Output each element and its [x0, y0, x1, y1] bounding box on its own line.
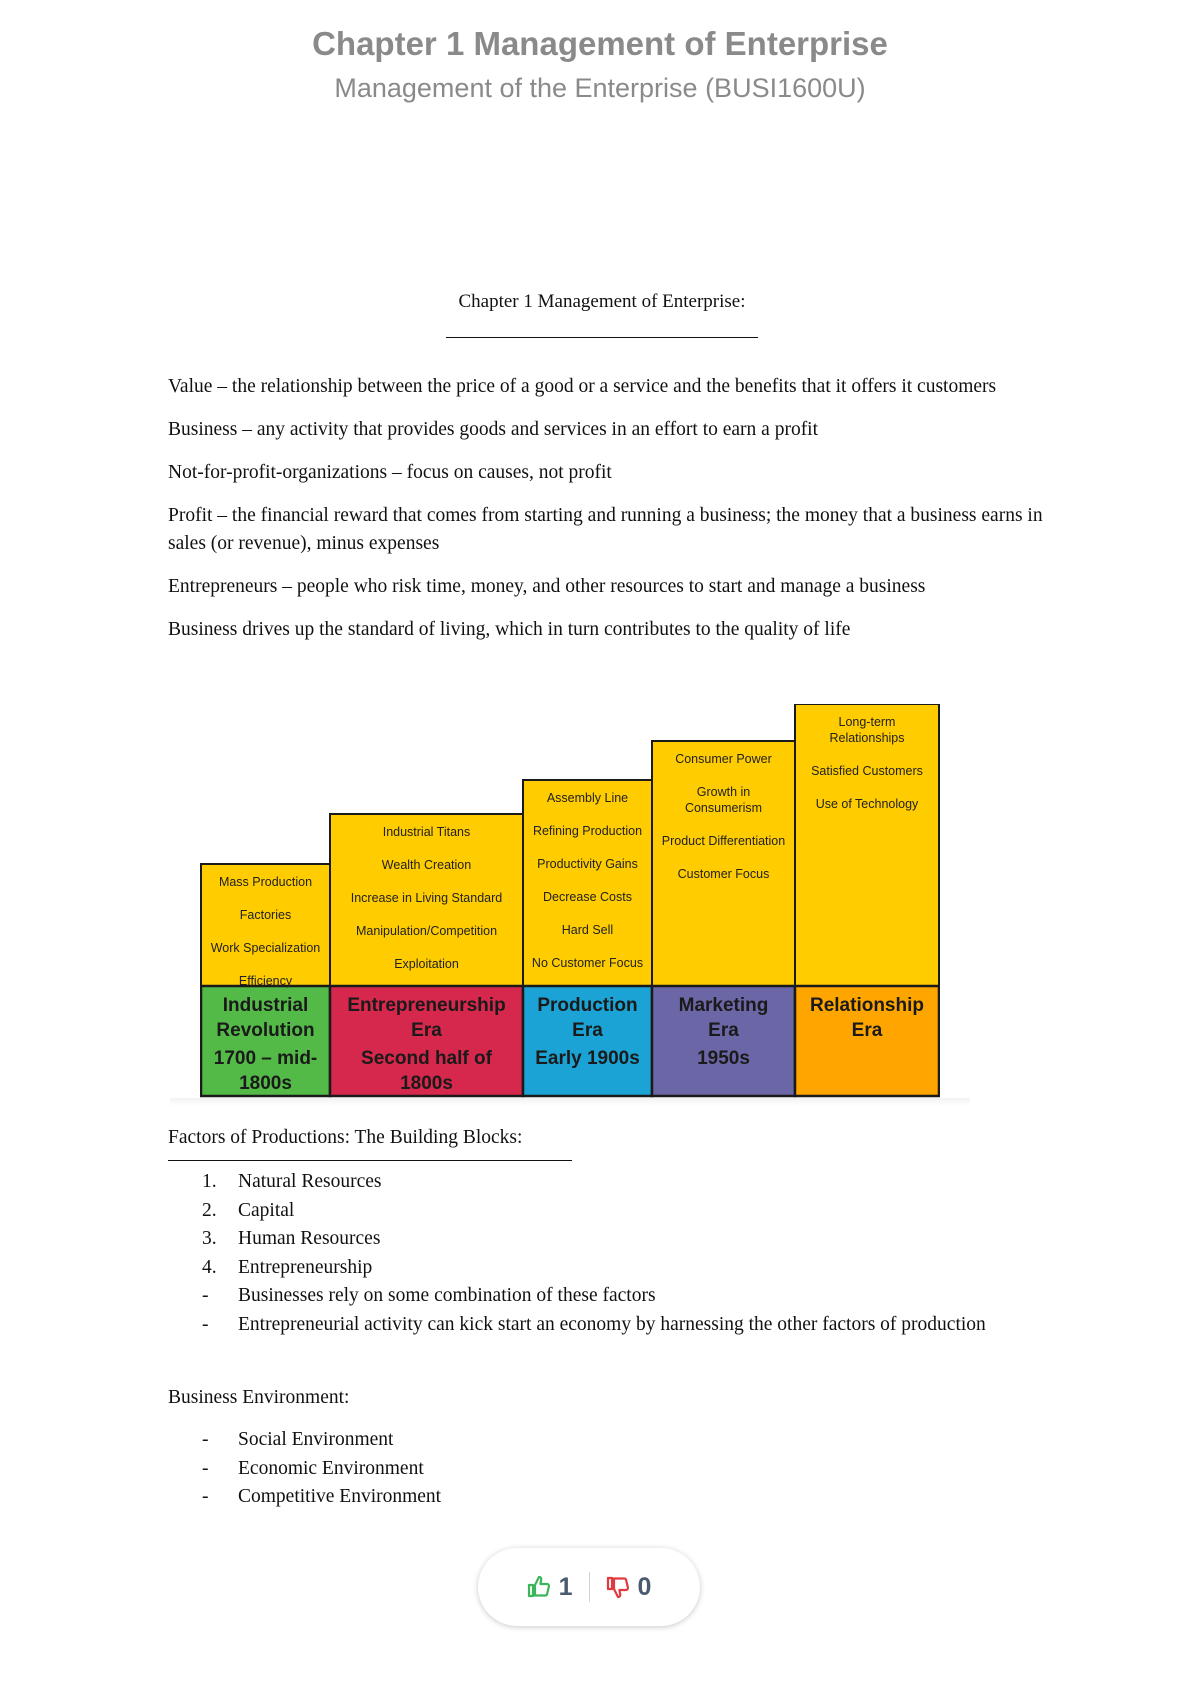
page-heading: Chapter 1 Management of Enterprise:: [458, 291, 746, 312]
dislike-count: 0: [637, 1572, 652, 1601]
list-item: [168, 1225, 1068, 1254]
thumbs-up-icon: [527, 1575, 551, 1599]
business-eras-diagram: [200, 704, 940, 1098]
era-item-label: Wealth Creation: [381, 858, 472, 872]
environment-list: [168, 1426, 1068, 1512]
list-item: [168, 1254, 1068, 1283]
era-item-label: Product Differentiation: [661, 834, 786, 848]
list-item: [168, 1197, 1068, 1226]
list-item-text: Capital: [238, 1199, 295, 1221]
era-period-label: 1700 – mid-: [213, 1048, 318, 1069]
like-count: 1: [558, 1572, 573, 1601]
era-item-label: Factories: [239, 908, 292, 922]
document-header: [0, 22, 1200, 108]
list-item-text: Economic Environment: [238, 1457, 424, 1479]
list-item-text: Entrepreneurial activity can kick start an economy by harnessing the other factors of production: [238, 1313, 986, 1335]
diagram-shadow: [170, 1098, 970, 1106]
era-item-label: Growth in Consumerism: [684, 785, 763, 815]
document-title: Chapter 1 Management of Enterprise: [312, 25, 888, 62]
era-name-label: Era: [708, 1020, 739, 1041]
like-button[interactable]: [511, 1573, 589, 1602]
definition-paragraph: Business – any activity that provides goods and services in an effort to earn a profit: [168, 419, 819, 440]
era-item-label: Refining Production: [532, 824, 643, 838]
course-subtitle: Management of the Enterprise (BUSI1600U): [334, 73, 866, 103]
list-marker: 3.: [202, 1228, 217, 1249]
list-marker: -: [202, 1457, 209, 1479]
era-item-label: Efficiency: [238, 974, 293, 988]
definition-paragraph: Entrepreneurs – people who risk time, money, and other resources to start and manage a business: [168, 576, 926, 597]
list-item-text: Natural Resources: [238, 1171, 382, 1192]
thumbs-down-icon: [606, 1575, 630, 1599]
list-item: [168, 1426, 1068, 1455]
era-item-label: Satisfied Customers: [811, 764, 923, 778]
era-item-label: Hard Sell: [561, 923, 614, 937]
era-name-label: Relationship: [809, 995, 925, 1016]
dislike-button[interactable]: [590, 1573, 668, 1602]
era-item-label: Increase in Living Standard: [350, 891, 503, 905]
heading-underline: [446, 337, 758, 338]
era-top-block: [652, 741, 795, 986]
era-name-label: Marketing: [678, 995, 769, 1016]
list-item-text: Human Resources: [238, 1228, 381, 1249]
era-item-label: Assembly Line: [546, 791, 629, 805]
era-item-label: Consumer Power: [675, 752, 772, 766]
list-marker: -: [202, 1486, 209, 1507]
era-name-label: Era: [851, 1020, 883, 1041]
list-marker: 1.: [202, 1171, 217, 1192]
era-period-label: 1800s: [239, 1073, 292, 1094]
list-item-text: Entrepreneurship: [238, 1256, 373, 1278]
list-marker: 2.: [202, 1199, 217, 1221]
era-item-label: Exploitation: [394, 957, 459, 971]
era-name-label: Production: [537, 995, 638, 1016]
list-item: [168, 1455, 1068, 1484]
factors-list: [168, 1168, 1068, 1339]
list-item: [168, 1483, 1068, 1512]
era-name-label: Era: [572, 1020, 603, 1041]
era-item-label: Use of Technology: [815, 797, 919, 811]
era-period-label: Second half of: [361, 1048, 492, 1069]
era-item-label: Productivity Gains: [537, 857, 638, 871]
era-period-label: 1950s: [697, 1048, 750, 1069]
era-item-label: Decrease Costs: [543, 890, 632, 904]
eras-svg: [200, 704, 940, 1098]
era-item-label: Customer Focus: [677, 867, 770, 881]
list-marker: -: [202, 1429, 209, 1450]
list-item-text: Businesses rely on some combination of these factors: [238, 1285, 656, 1306]
factors-underline: [168, 1160, 572, 1161]
definition-paragraph: Business drives up the standard of living, which in turn contributes to the quality of life: [168, 619, 851, 640]
definition-paragraph: Profit – the financial reward that comes from starting and running a business; the money that a business earns in sales (or revenue), minus expenses: [168, 505, 1043, 554]
list-item: [168, 1168, 1068, 1197]
era-period-label: Early 1900s: [535, 1048, 640, 1069]
era-item-label: Manipulation/Competition: [355, 924, 498, 938]
era-period-label: 1800s: [400, 1073, 453, 1094]
vote-widget: [478, 1548, 700, 1626]
list-marker: -: [202, 1285, 209, 1306]
era-top-block: [795, 704, 939, 986]
factors-heading: Factors of Productions: The Building Blocks:: [168, 1127, 523, 1148]
list-item: [168, 1282, 1068, 1311]
list-item: [168, 1311, 1068, 1340]
environment-heading: Business Environment:: [168, 1387, 350, 1408]
era-name-label: Industrial: [222, 995, 309, 1016]
era-item-label: Mass Production: [218, 875, 313, 889]
era-item-label: Work Specialization: [210, 941, 321, 955]
definition-paragraph: Not-for-profit-organizations – focus on causes, not profit: [168, 462, 612, 483]
list-marker: -: [202, 1313, 209, 1335]
era-name-label: Entrepreneurship: [347, 995, 506, 1016]
list-marker: 4.: [202, 1256, 217, 1278]
era-item-label: No Customer Focus: [531, 956, 644, 970]
definitions: [168, 373, 1068, 659]
list-item-text: Social Environment: [238, 1429, 394, 1450]
definition-paragraph: Value – the relationship between the price of a good or a service and the benefits that it offers it customers: [168, 376, 997, 397]
list-item-text: Competitive Environment: [238, 1486, 442, 1507]
era-name-label: Revolution: [216, 1020, 315, 1041]
era-item-label: Long-term Relationships: [829, 715, 905, 745]
era-item-label: Industrial Titans: [382, 825, 471, 839]
era-name-label: Era: [411, 1020, 442, 1041]
